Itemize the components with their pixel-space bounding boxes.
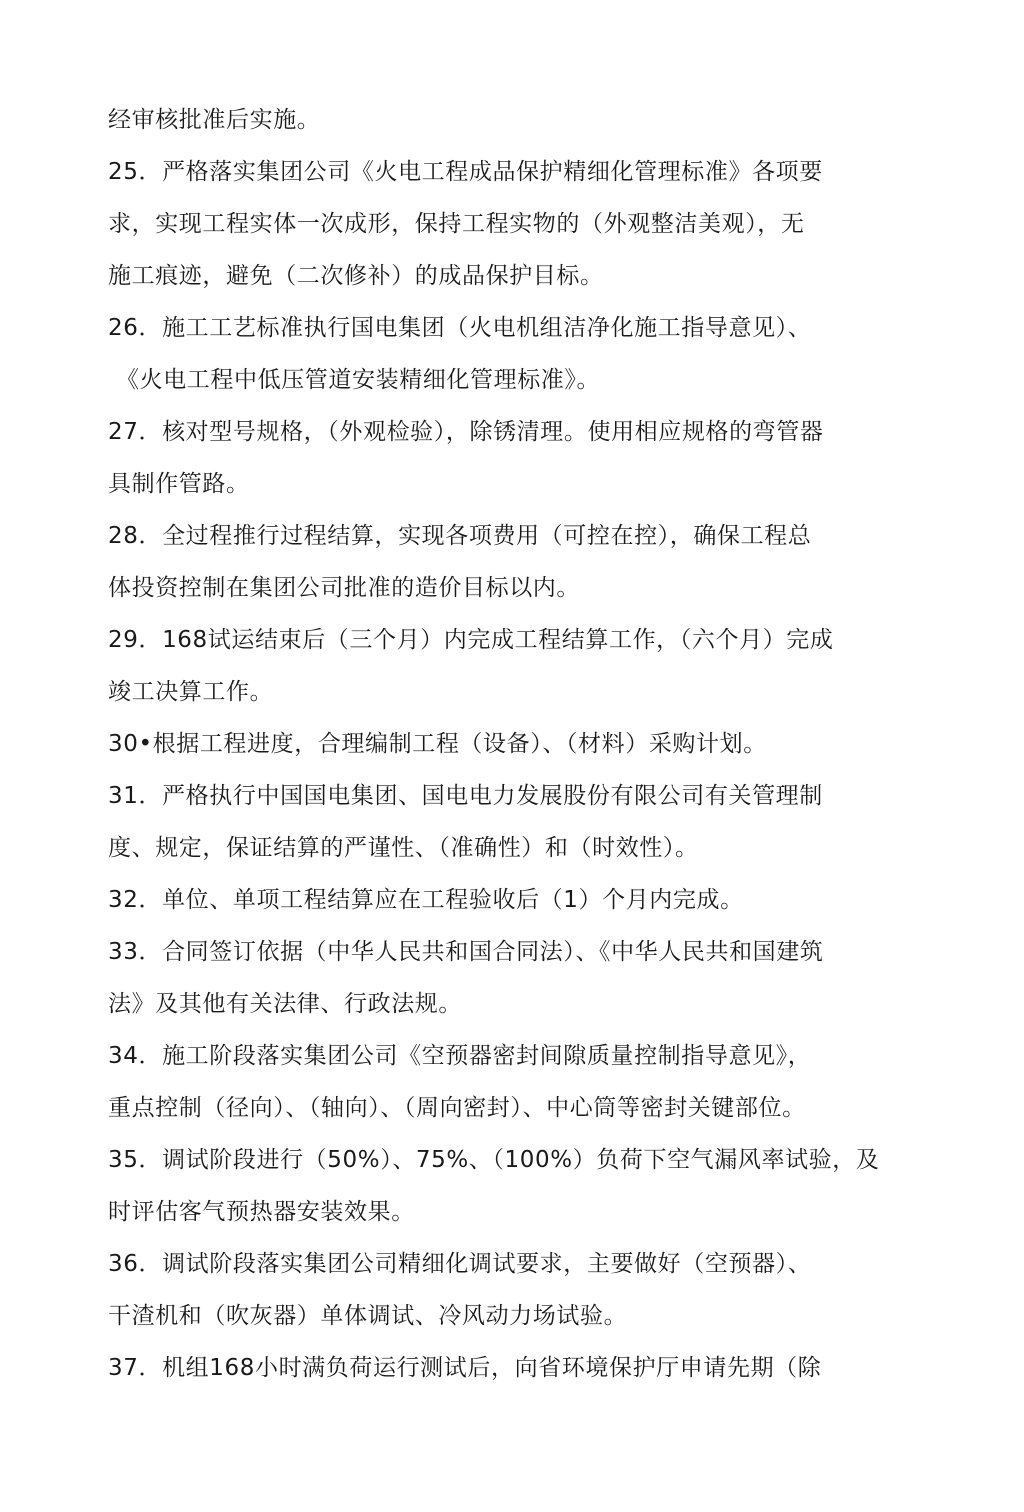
text-line: 具制作管路。 bbox=[108, 471, 250, 497]
text-line: 求，实现工程实体一次成形，保持工程实物的（外观整洁美观），无 bbox=[108, 211, 805, 237]
text-line: 34．施工阶段落实集团公司《空预器密封间隙质量控制指导意见》， bbox=[108, 1043, 812, 1069]
text-line: 31．严格执行中国国电集团、国电电力发展股份有限公司有关管理制 bbox=[108, 783, 823, 809]
text-line: 26．施工工艺标准执行国电集团（火电机组洁净化施工指导意见）、 bbox=[108, 315, 812, 341]
text-line: 度、规定，保证结算的严谨性、（准确性）和（时效性）。 bbox=[108, 835, 699, 861]
text-line: 33．合同签订依据（中华人民共和国合同法）、《中华人民共和国建筑 bbox=[108, 939, 824, 965]
text-line: 时评估客气预热器安装效果。 bbox=[108, 1199, 415, 1225]
text-line: 32．单位、单项工程结算应在工程验收后（1）个月内完成。 bbox=[108, 887, 744, 913]
text-line: 法》及其他有关法律、行政法规。 bbox=[108, 991, 462, 1017]
text-line: 竣工决算工作。 bbox=[108, 679, 274, 705]
text-line: 施工痕迹，避免（二次修补）的成品保护目标。 bbox=[108, 263, 604, 289]
text-line: 28．全过程推行过程结算，实现各项费用（可控在控），确保工程总 bbox=[108, 523, 812, 549]
text-line: 《火电工程中低压管道安装精细化管理标准》。 bbox=[116, 367, 601, 393]
text-line: 37．机组168小时满负荷运行测试后，向省环境保护厅申请先期（除 bbox=[108, 1355, 822, 1381]
text-line: 25．严格落实集团公司《火电工程成品保护精细化管理标准》各项要 bbox=[108, 159, 823, 185]
text-line: 干渣机和（吹灰器）单体调试、冷风动力场试验。 bbox=[108, 1303, 628, 1329]
text-line: 36．调试阶段落实集团公司精细化调试要求，主要做好（空预器）、 bbox=[108, 1251, 812, 1277]
text-line: 29．168试运结束后（三个月）内完成工程结算工作，（六个月）完成 bbox=[108, 627, 834, 653]
text-line: 35．调试阶段进行（50%）、75%、（100%）负荷下空气漏风率试验，及 bbox=[108, 1147, 880, 1173]
text-line: 经审核批准后实施。 bbox=[108, 107, 321, 133]
text-line: 30•根据工程进度，合理编制工程（设备）、（材料）采购计划。 bbox=[108, 731, 767, 757]
text-line: 体投资控制在集团公司批准的造价目标以内。 bbox=[108, 575, 580, 601]
text-line: 27．核对型号规格，（外观检验），除锈清理。使用相应规格的弯管器 bbox=[108, 419, 824, 445]
text-line: 重点控制（径向）、（轴向）、（周向密封）、中心筒等密封关键部位。 bbox=[108, 1095, 806, 1121]
